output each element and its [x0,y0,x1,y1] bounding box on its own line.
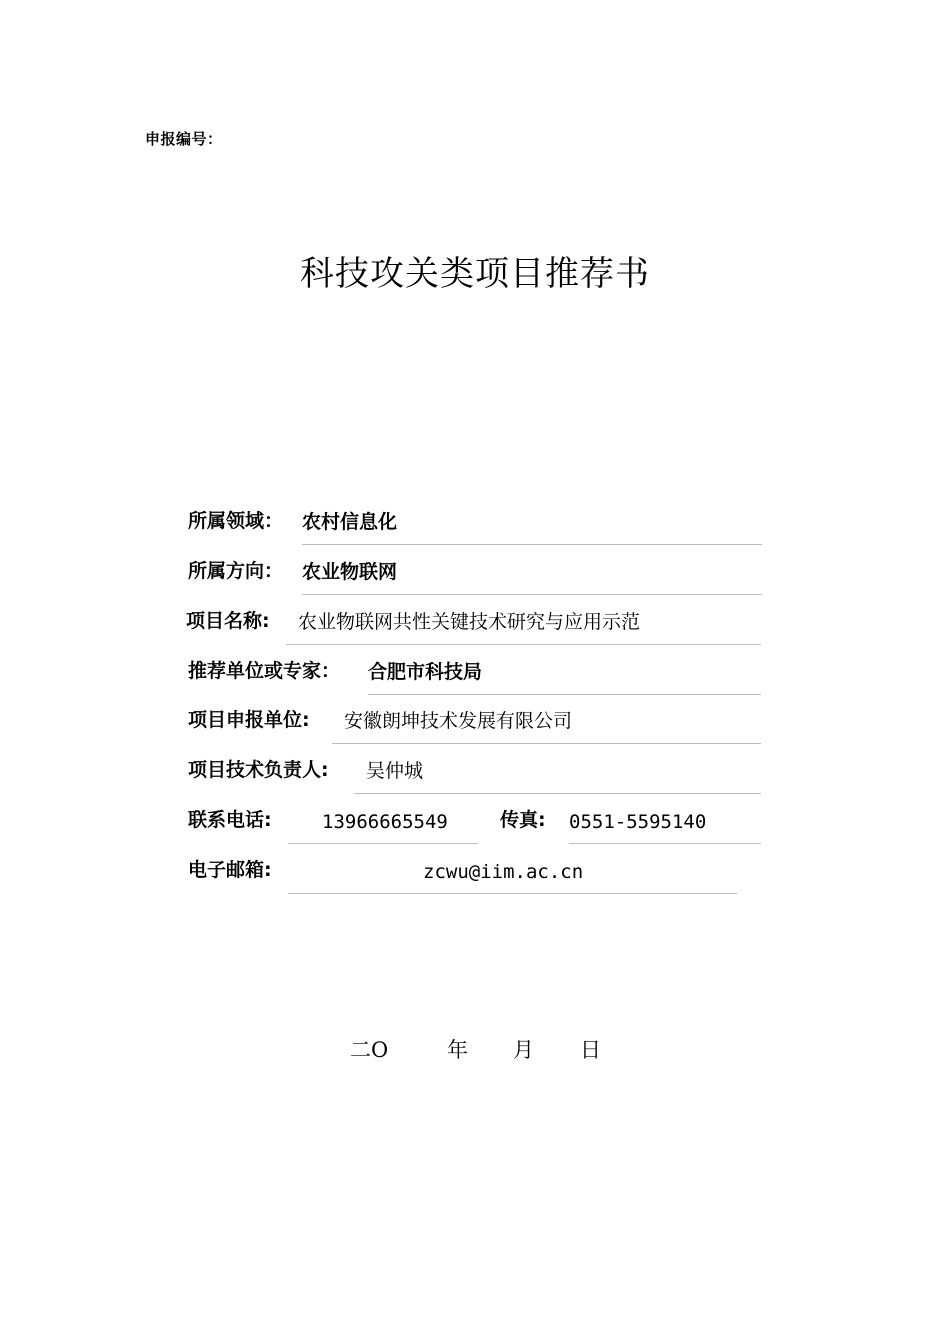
fax-value: 0551-5595140 [569,811,707,833]
email-label: 电子邮箱: [188,859,272,881]
serial-number-label: 申报编号： [145,130,223,148]
document-title: 科技攻关类项目推荐书 [300,254,650,294]
project-name-label: 项目名称: [186,610,270,632]
domain-label: 所属领域： [188,510,284,532]
field-applicant [188,694,763,744]
field-project-name [186,595,761,645]
domain-value: 农村信息化 [302,511,398,533]
field-domain [188,495,763,545]
recommender-value: 合肥市科技局 [368,661,483,683]
recommender-label: 推荐单位或专家： [188,660,341,682]
field-phone-fax [188,794,763,844]
field-recommender [188,645,763,695]
applicant-label: 项目申报单位: [188,709,310,731]
phone-value: 13966665549 [322,811,448,833]
email-underline [288,893,737,894]
applicant-value: 安徽朗坤技术发展有限公司 [344,710,573,732]
tech-lead-value: 吴仲城 [366,760,424,782]
fax-label: 传真: [500,809,546,831]
tech-lead-label: 项目技术负责人: [188,759,329,781]
field-email [188,844,763,894]
field-tech-lead [188,744,763,794]
phone-label: 联系电话: [188,809,272,831]
direction-value: 农业物联网 [302,561,398,583]
date-year-prefix: 二O [350,1038,389,1062]
email-value: zcwu@iim.ac.cn [423,861,584,883]
direction-label: 所属方向： [188,560,284,582]
field-direction [188,545,763,595]
date-day-unit: 日 [580,1038,601,1062]
project-name-value: 农业物联网共性关键技术研究与应用示范 [298,611,641,633]
date-month-unit: 月 [513,1038,534,1062]
date-year-unit: 年 [447,1038,468,1062]
